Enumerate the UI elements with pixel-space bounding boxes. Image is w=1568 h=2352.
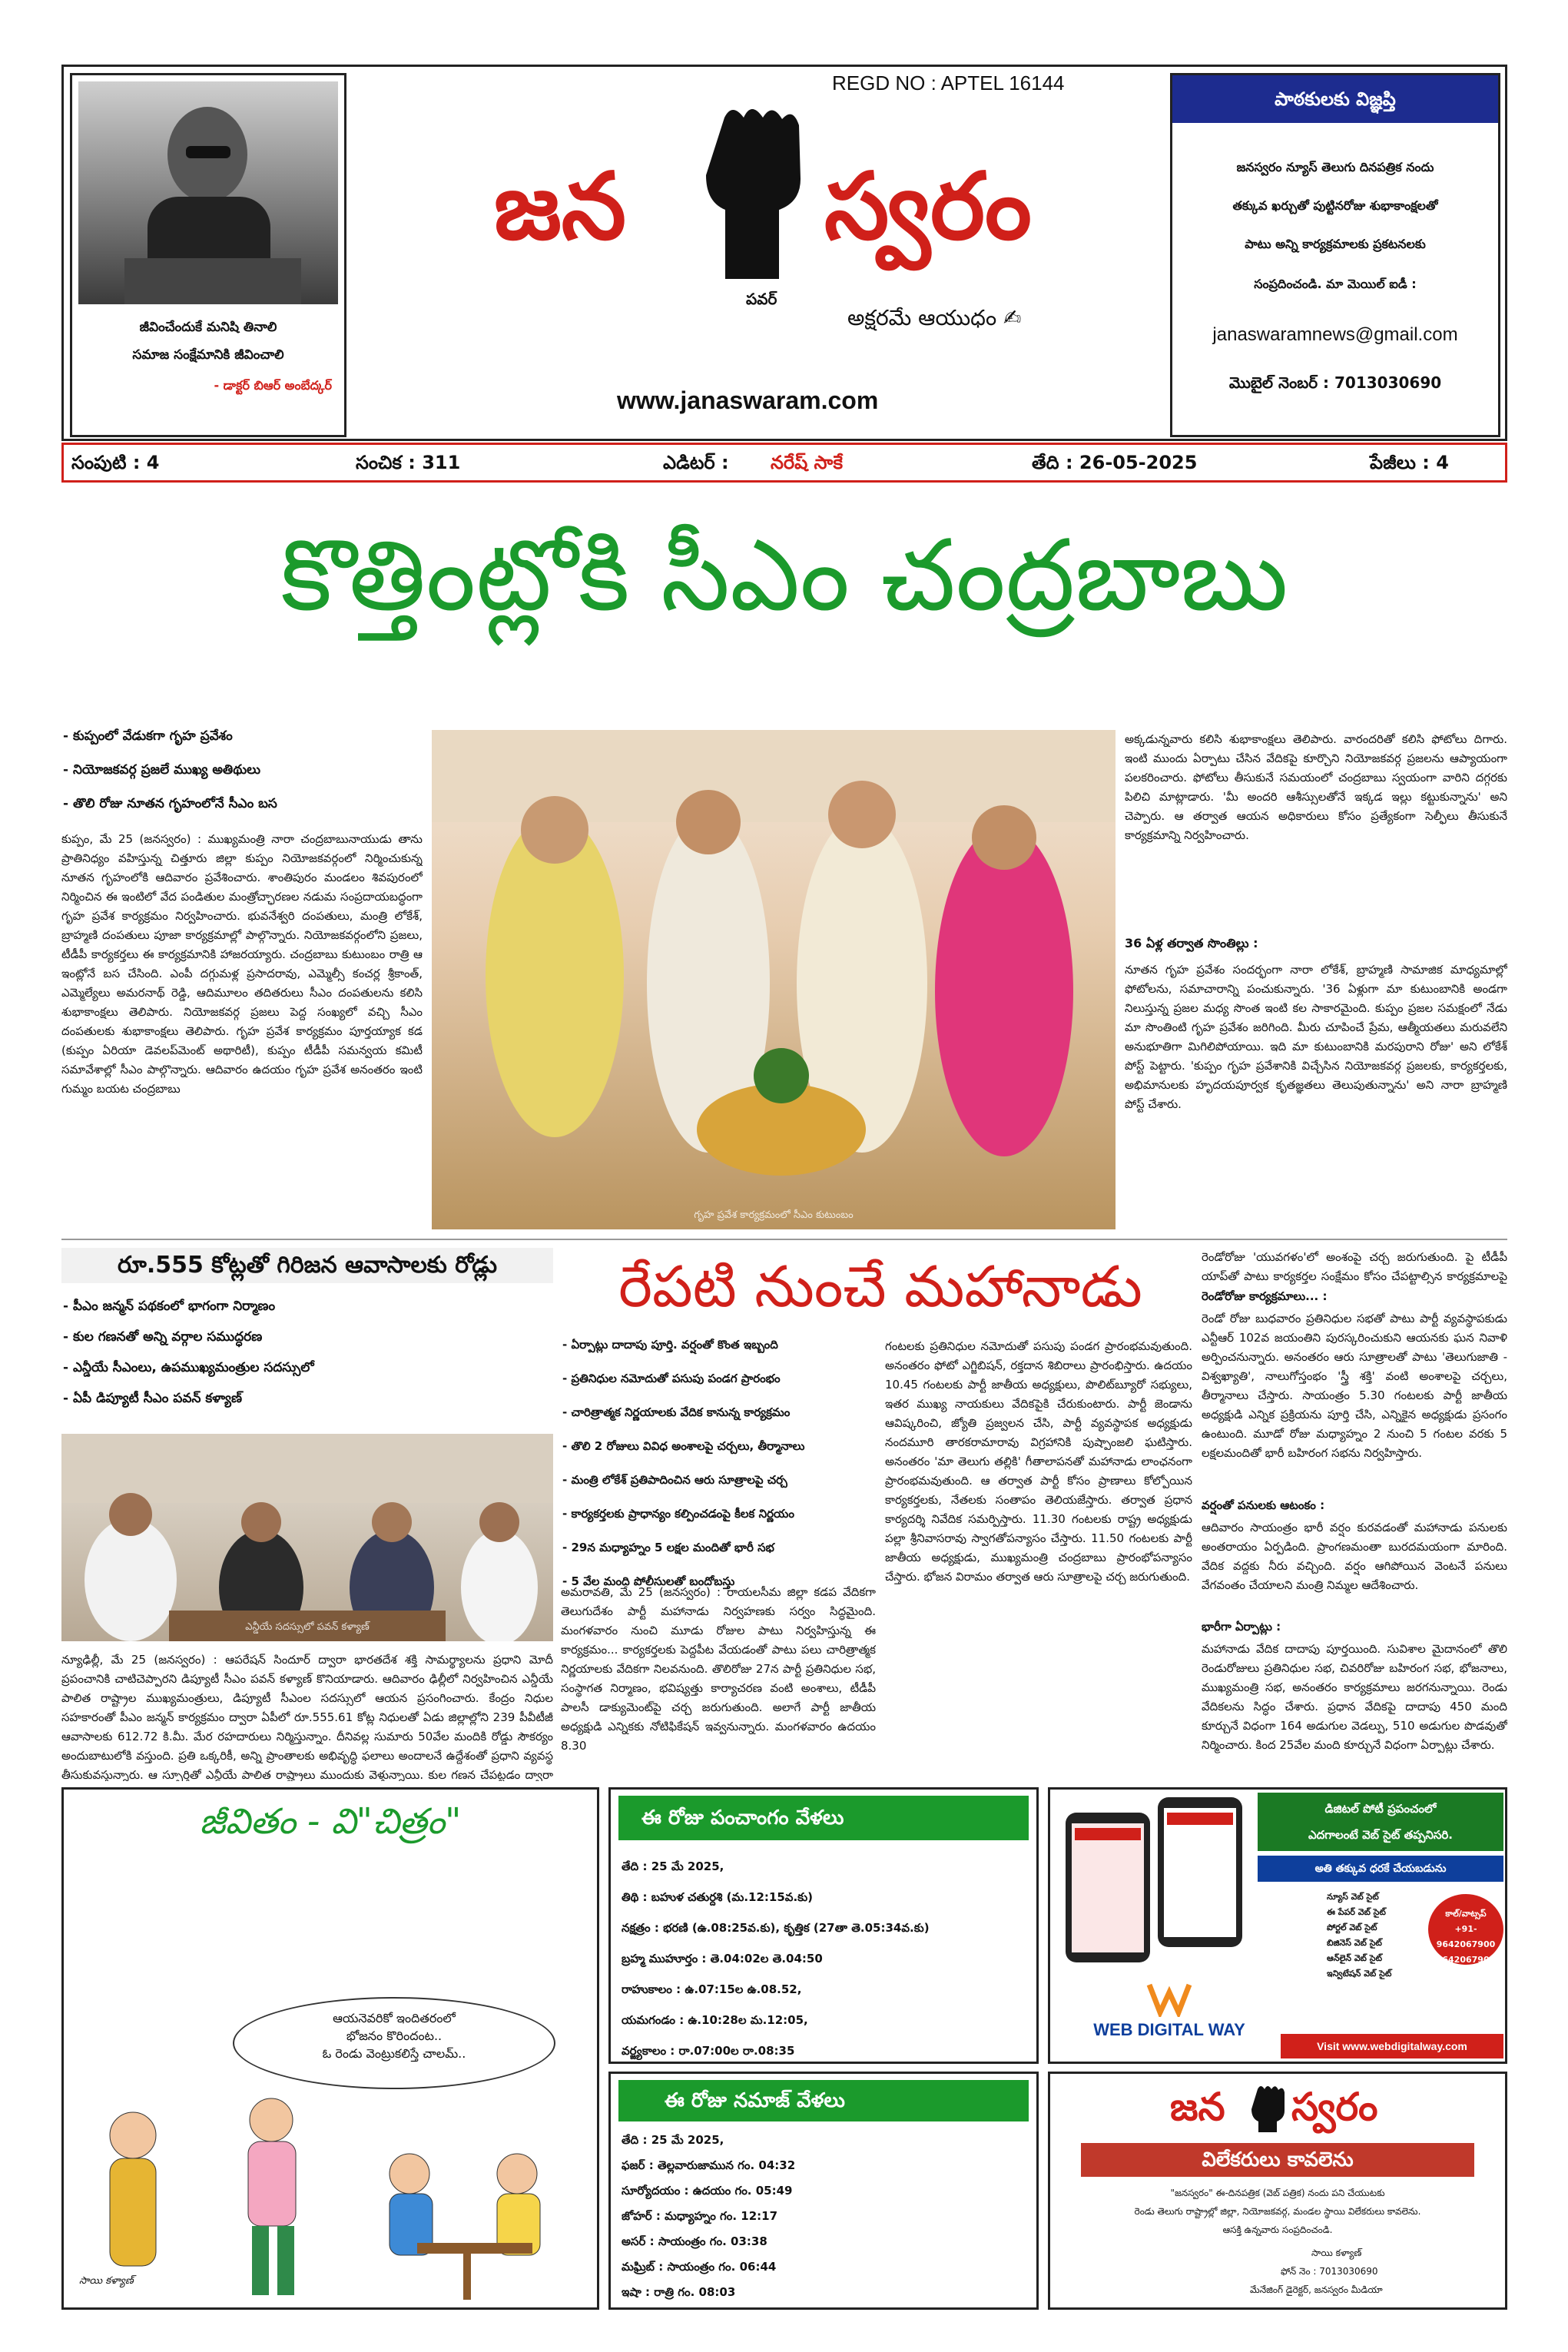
namaz-row (622, 2178, 1029, 2204)
story3-col2: గంటలకు ప్రతినిధుల నమోదుతో పసుపు పండగ ప్రారంభమవుతుంది. అనంతరం ఫోటో ఎగ్జిబిషన్, రక్తదాన శిబిరాలు ప్రారంభిస్తారు. ఉదయం 10.45 గంటలకు పార్టీ జాతీయ అధ్యక్షులు, పొలిట్‌బ్యూరో సభ్యులు, ఇతర ముఖ్య నాయకులు వేదికపైకి చేరుకుంటారు. పార్టీ జెండాను ఆవిష్కరించి, జ్యోతి ప్రజ్వలన చేసి, పార్టీ వ్యవస్థాపక అధ్యక్షుడు నందమూరి తారకరామారావు విగ్రహానికి పుష్పాంజలి ఘటిస్తారు. అనంతరం 'మా తెలుగు తల్లికి' గీతాలాపనతో మహానాడు లాంఛనంగా ప్రారంభమవుతుంది. ఆ తర్వాత పార్టీ కోసం ప్రాణాలు కోల్పోయిన కార్యకర్తలకు, నేతలకు సంతాపం తెలియజేస్తారు. తర్వాత ప్రధాన కార్యదర్శి నివేదిక సమర్పిస్తారు. 11.30 గంటలకు రాష్ట్ర అధ్యక్షుడు పల్లా శ్రీనివాసరావు స్వాగతోపన్యాసం చేస్తారు. 11.50 గంటలకు పార్టీ జాతీయ అధ్యక్షుడు, ముఖ్యమంత్రి చంద్రబాబు ప్రారంభోపన్యాసం చేస్తారు. భోజన విరామం తర్వాత ఆరు సూత్రాలపై చర్చ జరుగుతుంది. (885, 1339, 1192, 1584)
contact-phone1: +91-9642067900 (1436, 1924, 1496, 1949)
row-value: బహుళ చతుర్దశి (మ.12:15వ.కు) (651, 1890, 814, 1904)
story3-bullet: - తొలి 2 రోజులు వివిధ అంశాలపై చర్చలు, తీర్మానాలు (562, 1439, 805, 1453)
panchangam-row (622, 1943, 1029, 1974)
w-logo-icon (1146, 1979, 1192, 2017)
webdigital-line2: ఎదగాలంటే వెబ్ సైట్ తప్పనిసరి. (1308, 1828, 1453, 1842)
webdigital-item: న్యూస్ వెబ్ సైట్ (1327, 1892, 1379, 1902)
story1-bullet: - తొలి రోజు నూతన గృహంలోనే సీఎం బస (63, 796, 277, 811)
story3-bullet: - చారిత్రాత్మక నిర్ణయాలకు వేదిక కానున్న కార్యక్రమం (562, 1405, 791, 1419)
contact-phone2: 9642067900 (1436, 1955, 1496, 1965)
cartoon-signature: సాయి కళ్యాణ్ (79, 2275, 134, 2287)
panchangam-box (608, 1787, 1039, 2064)
webdigital-ad[interactable] (1048, 1787, 1507, 2064)
story3-bullet: - ఏర్పాట్లు దాదాపు పూర్తి. వర్షంతో కొంత ఇబ్బంది (562, 1338, 778, 1352)
story3-bullet: - కార్యకర్తలకు ప్రాధాన్యం కల్పించడంపై కీలక నిర్ణయం (562, 1507, 794, 1521)
namaz-row (622, 2229, 1029, 2254)
power-label: పవర్ (746, 290, 777, 308)
panchangam-rows (622, 1851, 1029, 2066)
namaz-row (622, 2280, 1029, 2305)
story2-bullet: - ఎన్డీయే సీఎంలు, ఉపముఖ్యమంత్రుల సదస్సులో (63, 1360, 314, 1375)
contact-label: కాల్/వాట్సప్ (1445, 1909, 1487, 1919)
namaz-row (622, 2153, 1029, 2178)
row-value: తె.04:02ల తె.04:50 (710, 1952, 823, 1966)
row-label: జోహర్ : (622, 2209, 661, 2223)
bubble-line-1: ఆయనెవరికో ఇందితరంలో (333, 2011, 456, 2025)
story1-photo-alt: గృహ ప్రవేశ కార్యక్రమంలో సీఎం కుటుంబం (694, 1209, 854, 1221)
story2-headline: రూ.555 కోట్లతో గిరిజన ఆవాసాలకు రోడ్లు (61, 1248, 553, 1283)
story1-bullet: - నియోజకవర్గ ప్రజలే ముఖ్య అతిథులు (63, 762, 261, 778)
row-value: ఉ.10:28ల మ.12:05, (688, 2013, 808, 2027)
story2-photo (61, 1434, 553, 1641)
masthead (61, 65, 1507, 441)
story3-headline: రేపటి నుంచే మహానాడు (618, 1254, 1142, 1320)
reporters-title: విలేకరులు కావలెను (1081, 2143, 1474, 2177)
row-value: భరణి (ఉ.08:25వ.కు), కృత్తిక (27తా తె.05:34వ.కు) (663, 1921, 930, 1935)
story2-body: న్యూఢిల్లీ, మే 25 (జనస్వరం) : ఆపరేషన్ సిందూర్ ద్వారా భారతదేశ శక్తి సామర్థ్యాలను ప్రధాని మోదీ ప్రపంచానికి చాటిచెప్పారని డిప్యూటీ సీఎం పవన్ కళ్యాణ్ కొనియాడారు. ఆదివారం ఢిల్లీలో నిర్వహించిన ఎన్డీయే పాలిత రాష్ట్రాల ముఖ్యమంత్రులు, డిప్యూటీ సీఎంల సదస్సులో ఆయన ప్రసంగించారు. కేంద్రం నిధుల సహకారంతో పీఎం జన్మన్ కార్యక్రమం ద్వారా ఏపీలో రూ.555.61 కోట్ల నిధులతో ఏడు జిల్లాల్లోని 239 పీవీటీజీ ఆవాసాలకు 612.72 కి.మీ. మేర రహదారులు నిర్మిస్తున్నాం. దీనివల్ల సుమారు 50వేల మందికి రోడ్డు సౌకర్యం అందుబాటులోకి వస్తుంది. ప్రతి ఒక్కరికీ, అన్ని ప్రాంతాలకు అభివృద్ధి ఫలాలు అందాలనే ఉద్దేశంతో ప్రధాని వ్యవస్థ తీసుకువస్తున్నారు. ఆ స్ఫూర్తితో ఎన్డీయే పాలిత రాష్ట్రాలు ముందుకు వెళ్తున్నాయి. కుల గణన చేపట్టడం ద్వారా (61, 1653, 553, 1781)
row-value: సాయంత్రం గం. 06:44 (667, 2260, 777, 2274)
row-value: రా.07:00ల రా.08:35 (678, 2044, 795, 2058)
fist-logo (694, 95, 817, 279)
story3-col3: రెండోరోజు 'యువగళం'లో అంశంపై చర్చ జరుగుతుంది. పై టీడీపీ యాప్‌తో పాటు కార్యకర్తల సంక్షేమం కోసం చేపట్టాల్సిన కార్యక్రమాలపై (1202, 1250, 1507, 1283)
reporters-ad (1048, 2072, 1507, 2310)
fist-logo-icon (1251, 2082, 1285, 2132)
reporters-line3: ఆసక్తి ఉన్నవారు సంప్రదించండి. (1222, 2224, 1333, 2235)
webdigital-item: ఈ పేపర్ వెబ్ సైట్ (1327, 1907, 1386, 1917)
row-value: 25 మే 2025, (651, 2133, 724, 2147)
row-value: రాత్రి గం. 08:03 (654, 2285, 736, 2299)
notice-line-3: పాటు అన్ని కార్యక్రమాలకు ప్రకటనలకు (1245, 237, 1426, 251)
cartoon-drawing-icon (79, 2089, 586, 2304)
row-label: నక్షత్రం : (622, 1921, 659, 1935)
webdigital-item: బిజినెస్ వెబ్ సైట్ (1327, 1938, 1382, 1948)
story3-sub2: వర్షంతో పనులకు ఆటంకం : (1202, 1498, 1325, 1512)
date: తేది : 26-05-2025 (1032, 452, 1198, 473)
reporters-logo-left: జన (1170, 2085, 1225, 2129)
story1-col2: అక్కడున్నవారు కలిసి శుభాకాంక్షలు తెలిపారు. వారందరితో కలిసి ఫోటోలు దిగారు. ఇంటి ముందు ఏర్పాటు చేసిన వేదికపై కూర్చొని నియోజకవర్గ ప్రజలను ఆప్యాయంగా పలకరించారు. ఫోటోలు తీసుకునే సమయంలో చంద్రబాబు స్వయంగా వారిని దగ్గరకు పిలిచి మాట్లాడారు. 'మీ అందరి ఆశీస్సులతోనే ఇక్కడ ఇల్లు కట్టుకున్నాను' అని చెప్పారు. ఆ తర్వాత ఆయన అధికారులు కోసం ప్రత్యేకంగా సెల్ఫీలు తీసుకునే కార్యక్రమాన్ని నిర్వహించారు. (1125, 732, 1507, 842)
namaz-title: ఈ రోజు నమాజ్ వేళలు (618, 2080, 1029, 2121)
row-label: తేది : (622, 2133, 648, 2147)
namaz-box (608, 2072, 1039, 2310)
reporters-line1: "జనస్వరం" ఈ-దినపత్రిక (వెబ్ పత్రిక) నందు పని చేయుటకు (1170, 2188, 1385, 2198)
row-label: ఫజర్ : (622, 2158, 654, 2172)
story2-bullets (61, 1295, 553, 1409)
notice-line-4: సంప్రదించండి. మా మెయిల్ ఐడీ : (1254, 277, 1417, 291)
panchangam-row (622, 2005, 1029, 2035)
story3-sub1: రెండోరోజు కార్యక్రమాలు... : (1202, 1289, 1328, 1303)
row-label: ఇషా : (622, 2285, 651, 2299)
notice-mobile: మొబైల్ నెంబర్ : 7013030690 (1228, 373, 1442, 392)
story1-subheading: 36 ఏళ్ల తర్వాత సొంతిల్లు : (1125, 936, 1258, 950)
quote-line-2: సమాజ సంక్షేమానికి జీవించాలి (132, 347, 284, 363)
panchangam-row (622, 1882, 1029, 1912)
row-value: తెల్లవారుజామున గం. 04:32 (657, 2158, 796, 2172)
bubble-line-2: భోజనం కొరిందంట.. (346, 2029, 443, 2043)
notice-line-1: జనస్వరం న్యూస్ తెలుగు దినపత్రిక నందు (1236, 160, 1434, 174)
reporters-designation: మేనేజింగ్ డైరెక్టర్, జనస్వరం మీడియా (1250, 2284, 1383, 2295)
row-value: సాయంత్రం గం. 03:38 (658, 2234, 767, 2248)
story3-bullet: - మంత్రి లోకేశ్ ప్రతిపాదించిన ఆరు సూత్రాలపై చర్చ (562, 1473, 787, 1487)
volume: సంపుటి : 4 (71, 452, 160, 473)
row-label: వర్జ్యకాలం : (622, 2044, 675, 2058)
story2-bullet: - ఏపీ డిప్యూటీ సీఎం పవన్ కళ్యాణ్ (63, 1391, 242, 1406)
regd-no: REGD NO : APTEL 16144 (832, 71, 1065, 95)
notice-box (1170, 73, 1500, 437)
story1-col2b: నూతన గృహ ప్రవేశం సందర్భంగా నారా లోకేశ్, బ్రాహ్మణి సామాజిక మాధ్యమాల్లో ఫోటోలను, సమాచారాన్ని పంచుకున్నారు. '36 ఏళ్లుగా మా కుటుంబానికి అండగా నిలుస్తున్న ప్రజల మధ్య సొంత ఇంటి కల సాకారమైంది. కుప్పం ప్రజల సమక్షంలో నేడు మా సొంతింటి గృహ ప్రవేశం జరిగింది. మీరు చూపించే ప్రేమ, ఆత్మీయతలు మరువలేని అనుభూతిగా మిగిలిపోయాయి. ఇది మా కుటుంబానికి మరపురాని రోజు' అని లోకేశ్ పోస్ట్ పెట్టారు. 'కుప్పం గృహ ప్రవేశానికి విచ్చేసిన నియోజకవర్గ ప్రజలకు, కార్యకర్తలకు, అభిమానులకు హృదయపూర్వక కృతజ్ఞతలు తెలుపుతున్నాను' అని నారా బ్రాహ్మణి పోస్ట్ చేశారు. (1125, 963, 1507, 1111)
row-value: ఉదయం గం. 05:49 (692, 2184, 793, 2198)
panchangam-title: ఈ రోజు పంచాంగం వేళలు (618, 1796, 1029, 1840)
quote-box (70, 73, 346, 437)
row-label: రాహుకాలం : (622, 1982, 681, 1996)
tagline: అక్షరమే ఆయుధం ✍ (847, 305, 1022, 330)
webdigital-item: పోర్టల్ వెబ్ సైట్ (1327, 1922, 1377, 1932)
editor-label: ఎడిటర్ : (663, 452, 729, 473)
notice-email[interactable]: janaswaramnews@gmail.com (1212, 324, 1458, 345)
story2-bullet: - కుల గణనతో అన్ని వర్గాల సముద్ధరణ (63, 1329, 263, 1345)
title-right: స్వరం (824, 154, 1032, 260)
title-left: జన (494, 154, 626, 260)
row-label: బ్రహ్మ ముహూర్తం : (622, 1952, 707, 1966)
row-label: తిథి : (622, 1890, 648, 1904)
row-label: అసర్ : (622, 2234, 655, 2248)
webdigital-headline (1258, 1793, 1503, 1851)
bubble-line-3: ఓ రెండు వెంట్రుకలిస్తే చాలమ్.. (322, 2046, 466, 2061)
story1-photo (432, 730, 1116, 1229)
meeting-photo-icon (61, 1434, 553, 1641)
divider (61, 1239, 1507, 1240)
website[interactable]: www.janaswaram.com (617, 386, 879, 414)
webdigital-item: ఇన్విటేషన్ వెబ్ సైట్ (1327, 1969, 1392, 1979)
panchangam-row (622, 1912, 1029, 1943)
story3-col3c: ఆదివారం సాయంత్రం భారీ వర్షం కురవడంతో మహానాడు పనులకు అంతరాయం ఏర్పడింది. ప్రాంగణమంతా బురదమయంగా మారింది. వేదిక వద్దకు నీరు వచ్చింది. వర్షం ఆగిపోయిన వెంటనే పనులు వేగవంతం చేయాలని మంత్రి నిమ్మల ఆదేశించారు. (1202, 1521, 1507, 1592)
story3-col1: అమరావతి, మే 25 (జనస్వరం) : రాయలసీమ జిల్లా కడప వేదికగా తెలుగుదేశం పార్టీ మహానాడు నిర్వహణకు సర్వం సిద్ధమైంది. మంగళవారం నుంచి మూడు రోజుల పాటు నిర్వహిస్తున్న ఈ కార్యక్రమం... కార్యకర్తలకు పెద్దపీట వేయడంతో పాటు పలు చారిత్రాత్మక నిర్ణయాలకు వేదికగా నిలవనుంది. తొలిరోజు 27న పార్టీ ప్రతినిధుల సభ, సంస్థాగత నిర్మాణం, భవిష్యత్తు కార్యాచరణ వంటి అంశాలు, టీడీపీ పాలసీ డాక్యుమెంట్‌పై చర్చ జరుగుతుంది. అలాగే పార్టీ జాతీయ అధ్యక్షుడి ఎన్నికకు నోటిఫికేషన్ ఇవ్వనున్నారు. మంగళవారం ఉదయం 8.30 (561, 1585, 876, 1753)
story2-photo-alt: ఎన్డీయే సదస్సులో పవన్ కళ్యాణ్ (245, 1621, 370, 1633)
family-photo-icon (432, 730, 1116, 1229)
portrait-icon (78, 81, 338, 304)
reporters-logo-right: స్వరం (1291, 2085, 1378, 2129)
quote-author: - డాక్టర్ బిఆర్ అంబేద్కర్ (214, 378, 332, 393)
speech-bubble (233, 1997, 555, 2089)
raised-fist-icon (694, 95, 817, 279)
namaz-row (622, 2204, 1029, 2229)
reporters-name: సాయి కళ్యాణ్ (1311, 2248, 1362, 2258)
namaz-row (622, 2128, 1029, 2153)
row-value: మధ్యాహ్నం గం. 12:17 (665, 2209, 778, 2223)
phone-mockup-icon (1058, 1797, 1250, 1966)
cartoon-title: జీవితం - వి"చిత్రం" (199, 1800, 462, 1842)
namaz-rows (622, 2128, 1029, 2305)
ambedkar-photo (78, 81, 338, 304)
webdigital-contact (1428, 1894, 1503, 1965)
story1-bullet: - కుప్పంలో వేడుకగా గృహ ప్రవేశం (63, 728, 233, 744)
row-label: మఘ్రిబ్ : (622, 2260, 664, 2274)
notice-line-2: తక్కువ ఖర్చుతో పుట్టినరోజు శుభాకాంక్షలతో (1232, 198, 1438, 213)
story3-bullet: - 5 వేల మంది పోలీసులతో బందోబస్తు (562, 1574, 735, 1588)
row-value: 25 మే 2025, (651, 1859, 724, 1873)
issue: సంచిక : 311 (356, 452, 461, 473)
webdigital-items (1327, 1889, 1427, 1982)
editor-name: నరేష్ సాకే (771, 452, 843, 473)
row-label: యమగండం : (622, 2013, 685, 2027)
quote-line-1: జీవించేందుకే మనిషి తినాలి (139, 320, 277, 335)
panchangam-row (622, 2035, 1029, 2066)
row-value: ఉ.07:15ల ఉ.08.52, (685, 1982, 802, 1996)
webdigital-item: ఆన్‌లైన్ వెబ్ సైట్ (1327, 1953, 1382, 1963)
webdigital-brand: WEB DIGITAL WAY (1093, 2020, 1245, 2039)
row-label: సూర్యోదయం : (622, 2184, 689, 2198)
story3-bullet: - 29న మధ్యాహ్నం 5 లక్షల మందితో భారీ సభ (562, 1541, 774, 1554)
cartoon-box (61, 1787, 599, 2310)
story3-col3d: మహానాడు వేదిక దాదాపు పూర్తయింది. సువిశాల మైదానంలో తొలి రెండురోజులు ప్రతినిధుల సభ, చివరిరోజు బహిరంగ సభ, భోజనాలు, ముఖ్యమంత్రి సభ, అనంతరం కార్యక్రమాలు జరగనున్నాయి. రెండు వేదికలను సిద్ధం చేశారు. ప్రధాన వేదికపై దాదాపు 450 మంది కూర్చునే విధంగా 164 అడుగుల వెడల్పు, 510 అడుగుల పొడవుతో నిర్మించారు. కింద 25వేల మంది కూర్చునే విధంగా ఏర్పాట్లు చేశారు. (1202, 1642, 1507, 1752)
reporters-line2: రెండు తెలుగు రాష్ట్రాల్లో జిల్లా, నియోజకవర్గ, మండల స్థాయి విలేకరులు కావలెను. (1134, 2206, 1421, 2217)
story3-bullets (561, 1334, 876, 1592)
reporters-phone: ఫోన్ నెం : 7013030690 (1281, 2266, 1378, 2277)
story3-bullet: - ప్రతినిధుల నమోదుతో పసుపు పండగ ప్రారంభం (562, 1372, 781, 1385)
main-headline: కొత్తింట్లోకి సీఎం చంద్రబాబు (280, 519, 1288, 633)
info-bar (61, 443, 1507, 483)
row-label: తేది : (622, 1859, 648, 1873)
story2-bullet: - పీఎం జన్మన్ పథకంలో భాగంగా నిర్మాణం (63, 1299, 276, 1314)
panchangam-row (622, 1851, 1029, 1882)
webdigital-banner: అతి తక్కువ ధరకే చేయబడును (1258, 1856, 1503, 1882)
notice-title: పాఠకులకు విజ్ఞప్తి (1172, 75, 1498, 123)
namaz-row (622, 2254, 1029, 2280)
story1-col1: కుప్పం, మే 25 (జనస్వరం) : ముఖ్యమంత్రి నారా చంద్రబాబునాయుడు తాను ప్రాతినిధ్యం వహిస్తున్న చిత్తూరు జిల్లా కుప్పం నియోజకవర్గంలో నిర్మించుకున్న నూతన గృహంలోకి ఆదివారం ప్రవేశించారు. శాంతిపురం మండలం శివపురంలో నిర్మించిన ఈ ఇంటిలో వేద పండితుల మంత్రోచ్ఛారణల నడుమ సంప్రదాయబద్ధంగా గృహ ప్రవేశ కార్యక్రమం నిర్వహించారు. భువనేశ్వరి దంపతులు, మంత్రి లోకేశ్, బ్రాహ్మణి దంపతులు పూజా కార్యక్రమాల్లో పాల్గొన్నారు. నియోజకవర్గంలోని ప్రజలు, టీడీపీ కార్యకర్తలు ఈ కార్యక్రమానికి హాజరయ్యారు. చంద్రబాబు కుటుంబం రాత్రి ఆ ఇంట్లోనే బస చేసింది. ఎంపీ దగ్గుమళ్ల ప్రసాదరావు, ఎమ్మెల్సీ కంచర్ల శ్రీకాంత్, ఎమ్మెల్యేలు అమరనాథ్ రెడ్డి, ఆదిమూలం తదితరులు సీఎం దంపతులను కలిసి శుభాకాంక్షలు తెలిపారు. నియోజకవర్గ ప్రజలు పెద్ద సంఖ్యలో వచ్చి సీఎం దంపతులకు శుభాకాంక్షలు తెలిపారు. గృహ ప్రవేశ కార్యక్రమం పూర్తయ్యాక కడ (కుప్పం ఏరియా డెవలప్‌మెంట్ అథారిటీ), కుప్పం టీడీపీ సమన్వయ కమిటీ సమావేశాల్లో సీఎం పాల్గొన్నారు. ఆదివారం ఉదయం గృహ ప్రవేశ అనంతరం ఇంటి గుమ్మం బయట చంద్రబాబు (61, 832, 423, 1096)
panchangam-row (622, 1974, 1029, 2005)
story3-sub3: భారీగా ఏర్పాట్లు : (1202, 1620, 1281, 1634)
page-count: పేజీలు : 4 (1370, 452, 1449, 473)
story1-bullets (61, 725, 423, 814)
webdigital-visit[interactable]: Visit www.webdigitalway.com (1281, 2034, 1503, 2058)
story3-col3b: రెండో రోజు బుధవారం ప్రతినిధుల సభతో పాటు పార్టీ వ్యవస్థాపకుడు ఎన్టీఆర్ 102వ జయంతిని పురస్కరించుకుని ఆయనకు ఘన నివాళి అర్పించనున్నారు. అనంతరం ఆరు సూత్రాలతో పాటు 'తెలుగుజాతి - విశ్వఖ్యాతి', నాలుగోస్తంభం 'స్త్రీ శక్తి' వంటి అంశాలపై చర్చలు, తీర్మానాలు చేస్తారు. సాయంత్రం 5.30 గంటలకు పార్టీ జాతీయ అధ్యక్షుడి ఎన్నిక ప్రక్రియను పూర్తి చేసి, ఎన్నికైన అధ్యక్షుడు ప్రసంగం ఉంటుంది. మూడో రోజు మధ్యాహ్నం 2 నుంచి 5 గంటల వరకు 5 లక్షలమందితో భారీ బహిరంగ సభను నిర్వహిస్తారు. (1202, 1312, 1507, 1460)
webdigital-logo (1081, 1979, 1258, 2040)
webdigital-line1: డిజిటల్ పోటీ ప్రపంచంలో (1324, 1802, 1437, 1816)
